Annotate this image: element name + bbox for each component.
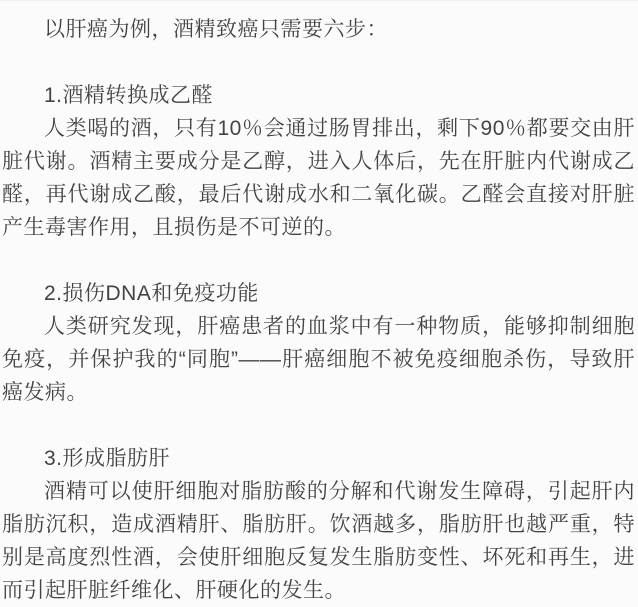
section-2-heading: 2.损伤DNA和免疫功能 — [44, 282, 259, 305]
section-1-heading: 1.酒精转换成乙醛 — [44, 84, 214, 107]
section-3 — [2, 442, 635, 607]
intro-paragraph: 以肝癌为例，酒精致癌只需要六步： — [44, 18, 388, 41]
section-3-body: 酒精可以使肝细胞对脂肪酸的分解和代谢发生障碍，引起肝内脂肪沉积，造成酒精肝、脂肪肝。饮酒越多，脂肪肝也越严重，特别是高度烈性酒，会使肝细胞反复发生脂肪变性、坏死和再生，进而引起肝脏纤维化、肝硬化的发生。 — [2, 480, 635, 602]
section-3-heading: 3.形成脂肪肝 — [44, 447, 171, 470]
section-2 — [2, 277, 635, 409]
section-1-body: 人类喝的酒，只有10％会通过肠胃排出，剩下90％都要交由肝脏代谢。酒精主要成分是乙醇，进入人体后，先在肝脏内代谢成乙醛，再代谢成乙酸，最后代谢成水和二氧化碳。乙醛会直接对肝脏产生毒害作用，且损伤是不可逆的。 — [2, 117, 635, 239]
section-1 — [2, 79, 635, 244]
section-2-body: 人类研究发现，肝癌患者的血浆中有一种物质，能够抑制细胞免疫，并保护我的“同胞”——肝癌细胞不被免疫细胞杀伤，导致肝癌发病。 — [2, 315, 635, 404]
